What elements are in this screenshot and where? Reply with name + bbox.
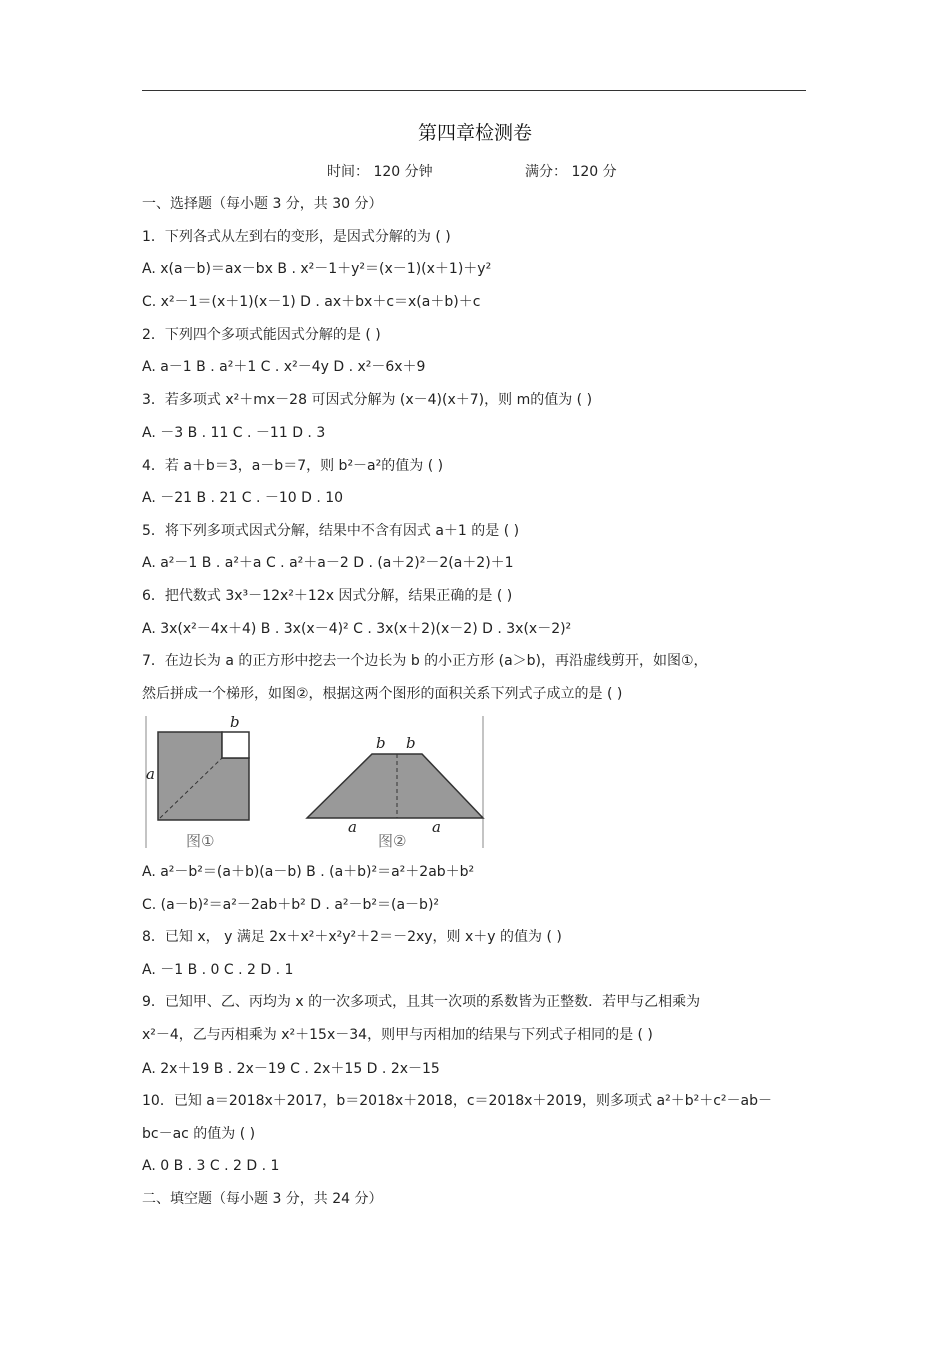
question-line: A. －3 B . 11 C . －11 D . 3 [142,425,326,441]
label-b-fig1: b [230,714,240,731]
removed-small-square [222,732,249,758]
question-line: 一、选择题（每小题 3 分，共 30 分） [142,196,383,212]
question-line: 8．已知 x， y 满足 2x＋x²＋x²y²＋2＝－2xy，则 x＋y 的值为 ( ) [142,929,562,945]
question-line: C. x²－1＝(x＋1)(x－1) D . ax＋bx＋c＝x(a＋b)＋c [142,294,481,310]
question-line: 1．下列各式从左到右的变形，是因式分解的为 ( ) [142,229,451,245]
question-line: A. 0 B . 3 C . 2 D . 1 [142,1158,280,1174]
question-line: A. x(a－b)＝ax－bx B . x²－1＋y²＝(x－1)(x＋1)＋y² [142,261,492,277]
label-b-fig2-left: b [376,734,386,752]
question-line: 2．下列四个多项式能因式分解的是 ( ) [142,327,381,343]
question-line: A. a－1 B . a²＋1 C . x²－4y D . x²－6x＋9 [142,359,426,375]
exam-time: 时间： 120 分钟 [327,164,433,180]
fig1-caption: 图① [186,832,215,850]
question-7-figure [142,714,502,854]
question-line: 7．在边长为 a 的正方形中挖去一个边长为 b 的小正方形 (a＞b)，再沿虚线剪开，如图①， [142,653,708,669]
question-line: 3．若多项式 x²＋mx－28 可因式分解为 (x－4)(x＋7)，则 m的值为 ( ) [142,392,593,408]
exam-score: 满分： 120 分 [525,164,617,180]
question-line: A. a²－1 B . a²＋a C . a²＋a－2 D . (a＋2)²－2(a＋2)＋1 [142,555,514,571]
header-rule [142,90,806,91]
trapezoid-shape [307,754,483,818]
question-line: 5．将下列多项式因式分解，结果中不含有因式 a＋1 的是 ( ) [142,523,520,539]
question-line: x²－4，乙与丙相乘为 x²＋15x－34，则甲与丙相加的结果与下列式子相同的是 ( ) [142,1027,653,1043]
question-line: 9．已知甲、乙、丙均为 x 的一次多项式，且其一次项的系数皆为正整数．若甲与乙相乘为 [142,994,701,1010]
question-line: bc－ac 的值为 ( ) [142,1126,256,1142]
page-title: 第四章检测卷 [417,122,532,144]
square-trapezoid-diagram [142,714,502,854]
fig2-caption: 图② [378,832,407,850]
question-line: A. a²－b²＝(a＋b)(a－b) B . (a＋b)²＝a²＋2ab＋b² [142,864,475,880]
label-a-fig2-left: a [348,818,357,836]
question-line: A. 2x＋19 B . 2x－19 C . 2x＋15 D . 2x－15 [142,1061,440,1077]
question-line: A. 3x(x²－4x＋4) B . 3x(x－4)² C . 3x(x＋2)(x－2) D . 3x(x－2)² [142,621,572,637]
label-a-fig2-right: a [432,818,441,836]
question-line: A. －21 B . 21 C . －10 D . 10 [142,490,344,506]
question-line: 4．若 a＋b＝3，a－b＝7，则 b²－a²的值为 ( ) [142,458,444,474]
label-a-fig1: a [146,765,155,783]
question-line: 二、填空题（每小题 3 分，共 24 分） [142,1191,383,1207]
question-line: 然后拼成一个梯形，如图②，根据这两个图形的面积关系下列式子成立的是 ( ) [142,686,623,702]
label-b-fig2-right: b [406,734,416,752]
question-line: 6．把代数式 3x³－12x²＋12x 因式分解，结果正确的是 ( ) [142,588,513,604]
question-line: 10．已知 a＝2018x＋2017，b＝2018x＋2018，c＝2018x＋2019，则多项式 a²＋b²＋c²－ab－ [142,1093,772,1109]
question-line: A. －1 B . 0 C . 2 D . 1 [142,962,294,978]
question-line: C. (a－b)²＝a²－2ab＋b² D . a²－b²＝(a－b)² [142,897,440,913]
